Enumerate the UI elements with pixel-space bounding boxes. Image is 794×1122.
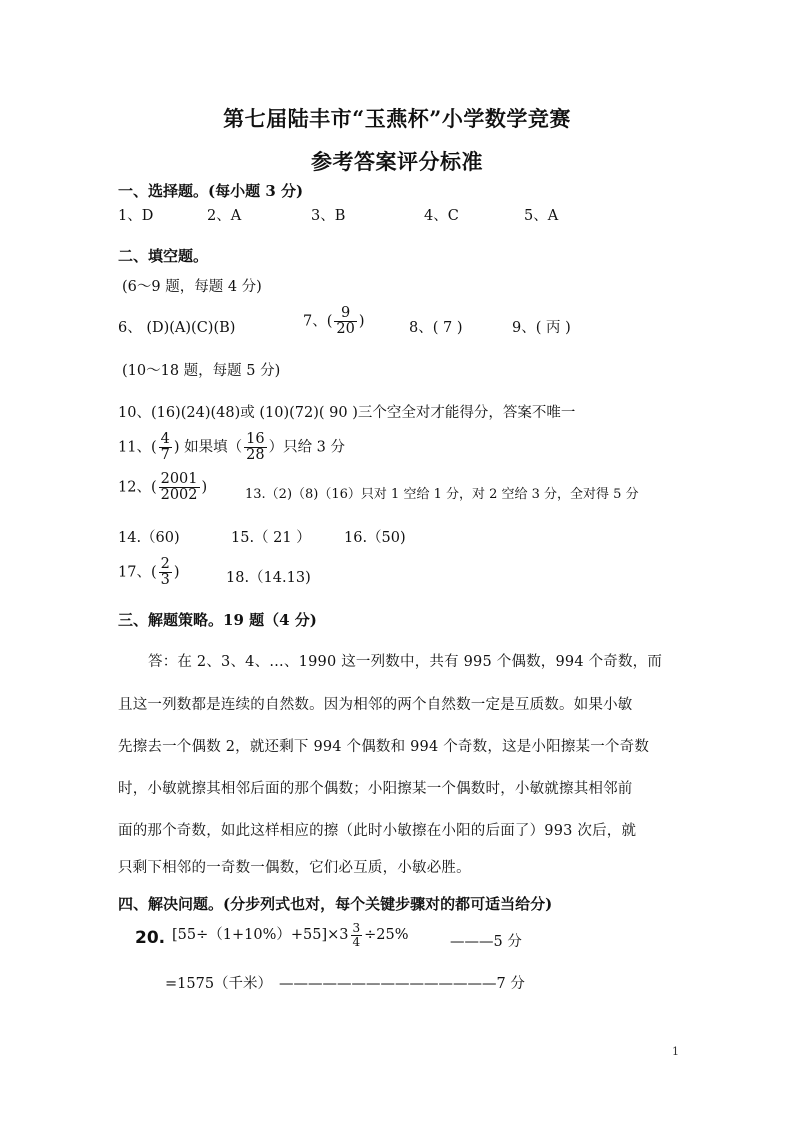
answer-2: 2、A: [207, 208, 242, 224]
section1-heading: 一、选择题。(每小题 3 分): [118, 182, 304, 200]
answer-18: 18.（14.13): [226, 570, 311, 586]
document-title: 第七届陆丰市“玉燕杯”小学数学竞赛: [223, 106, 571, 131]
answer-8: 8、( 7 ): [409, 320, 463, 336]
answer-15: 15.（ 21 ）: [231, 530, 311, 546]
section3-heading: 三、解题策略。19 题（4 分): [118, 611, 317, 629]
answer-12: 12、( $\frac{2001}{2002}$ ): [118, 471, 208, 504]
answer-4: 4、C: [424, 208, 459, 224]
fraction-3-4: $\frac{3}{4}$: [352, 921, 361, 949]
answer-13: 13.（2)（8)（16）只对 1 空给 1 分，对 2 空给 3 分，全对得 5 分: [245, 487, 639, 502]
answer-1: 1、D: [118, 208, 154, 224]
paragraph-line: 答：在 2、3、4、…、1990 这一列数中，共有 995 个偶数，994 个奇数，而: [148, 654, 663, 670]
scoring-note-10-18: (10～18 题，每题 5 分): [122, 363, 281, 379]
answer-7: 7、( $\frac{9}{20}$ ): [303, 305, 365, 338]
fraction-9-20: $\frac{9}{20}$: [336, 305, 355, 338]
answer-11: 11、( $\frac{4}{7}$ ) 如果填（ $\frac{16}{28}$ ）只给 3 分: [118, 431, 346, 464]
answer-10: 10、(16)(24)(48)或 (10)(72)( 90 )三个空全对才能得分，答案不唯一: [118, 405, 576, 421]
paragraph-line: 且这一列数都是连续的自然数。因为相邻的两个自然数一定是互质数。如果小敏: [118, 697, 633, 713]
section2-heading: 二、填空题。: [118, 247, 209, 265]
document-subtitle: 参考答案评分标准: [311, 149, 483, 174]
paragraph-line: 先擦去一个偶数 2，就还剩下 994 个偶数和 994 个奇数，这是小阳擦某一个奇数: [118, 739, 650, 755]
question-20-score-1: ———5 分: [450, 934, 522, 950]
fraction-4-7: $\frac{4}{7}$: [160, 431, 170, 464]
scoring-note-6-9: (6～9 题，每题 4 分): [122, 279, 262, 295]
fraction-2001-2002: $\frac{2001}{2002}$: [160, 471, 198, 504]
question-20-expression: [55÷（1+10%）+55]×3 $\frac{3}{4}$ ÷25%: [172, 921, 409, 949]
fraction-2-3: $\frac{2}{3}$: [160, 556, 170, 589]
page-number: 1: [672, 1045, 679, 1058]
fraction-16-28: $\frac{16}{28}$: [246, 431, 265, 464]
question-20-number: 20.: [135, 928, 166, 948]
paragraph-line: 只剩下相邻的一奇数一偶数，它们必互质，小敏必胜。: [118, 860, 471, 876]
question-20-result: =1575（千米）: [165, 976, 273, 992]
answer-6: 6、 (D)(A)(C)(B): [118, 320, 236, 336]
answer-3: 3、B: [311, 208, 346, 224]
paragraph-line: 时，小敏就擦其相邻后面的那个偶数；小阳擦某一个偶数时，小敏就擦其相邻前: [118, 781, 633, 797]
answer-9: 9、( 丙 ): [512, 320, 571, 336]
answer-14: 14.（60): [118, 530, 180, 546]
paragraph-line: 面的那个奇数，如此这样相应的擦（此时小敏擦在小阳的后面了）993 次后，就: [118, 823, 637, 839]
answer-17: 17、( $\frac{2}{3}$ ): [118, 556, 180, 589]
answer-16: 16.（50): [344, 530, 406, 546]
question-20-score-2: ———————————————7 分: [279, 976, 525, 992]
answer-5: 5、A: [524, 208, 559, 224]
section4-heading: 四、解决问题。(分步列式也对，每个关键步骤对的都可适当给分): [118, 895, 553, 913]
